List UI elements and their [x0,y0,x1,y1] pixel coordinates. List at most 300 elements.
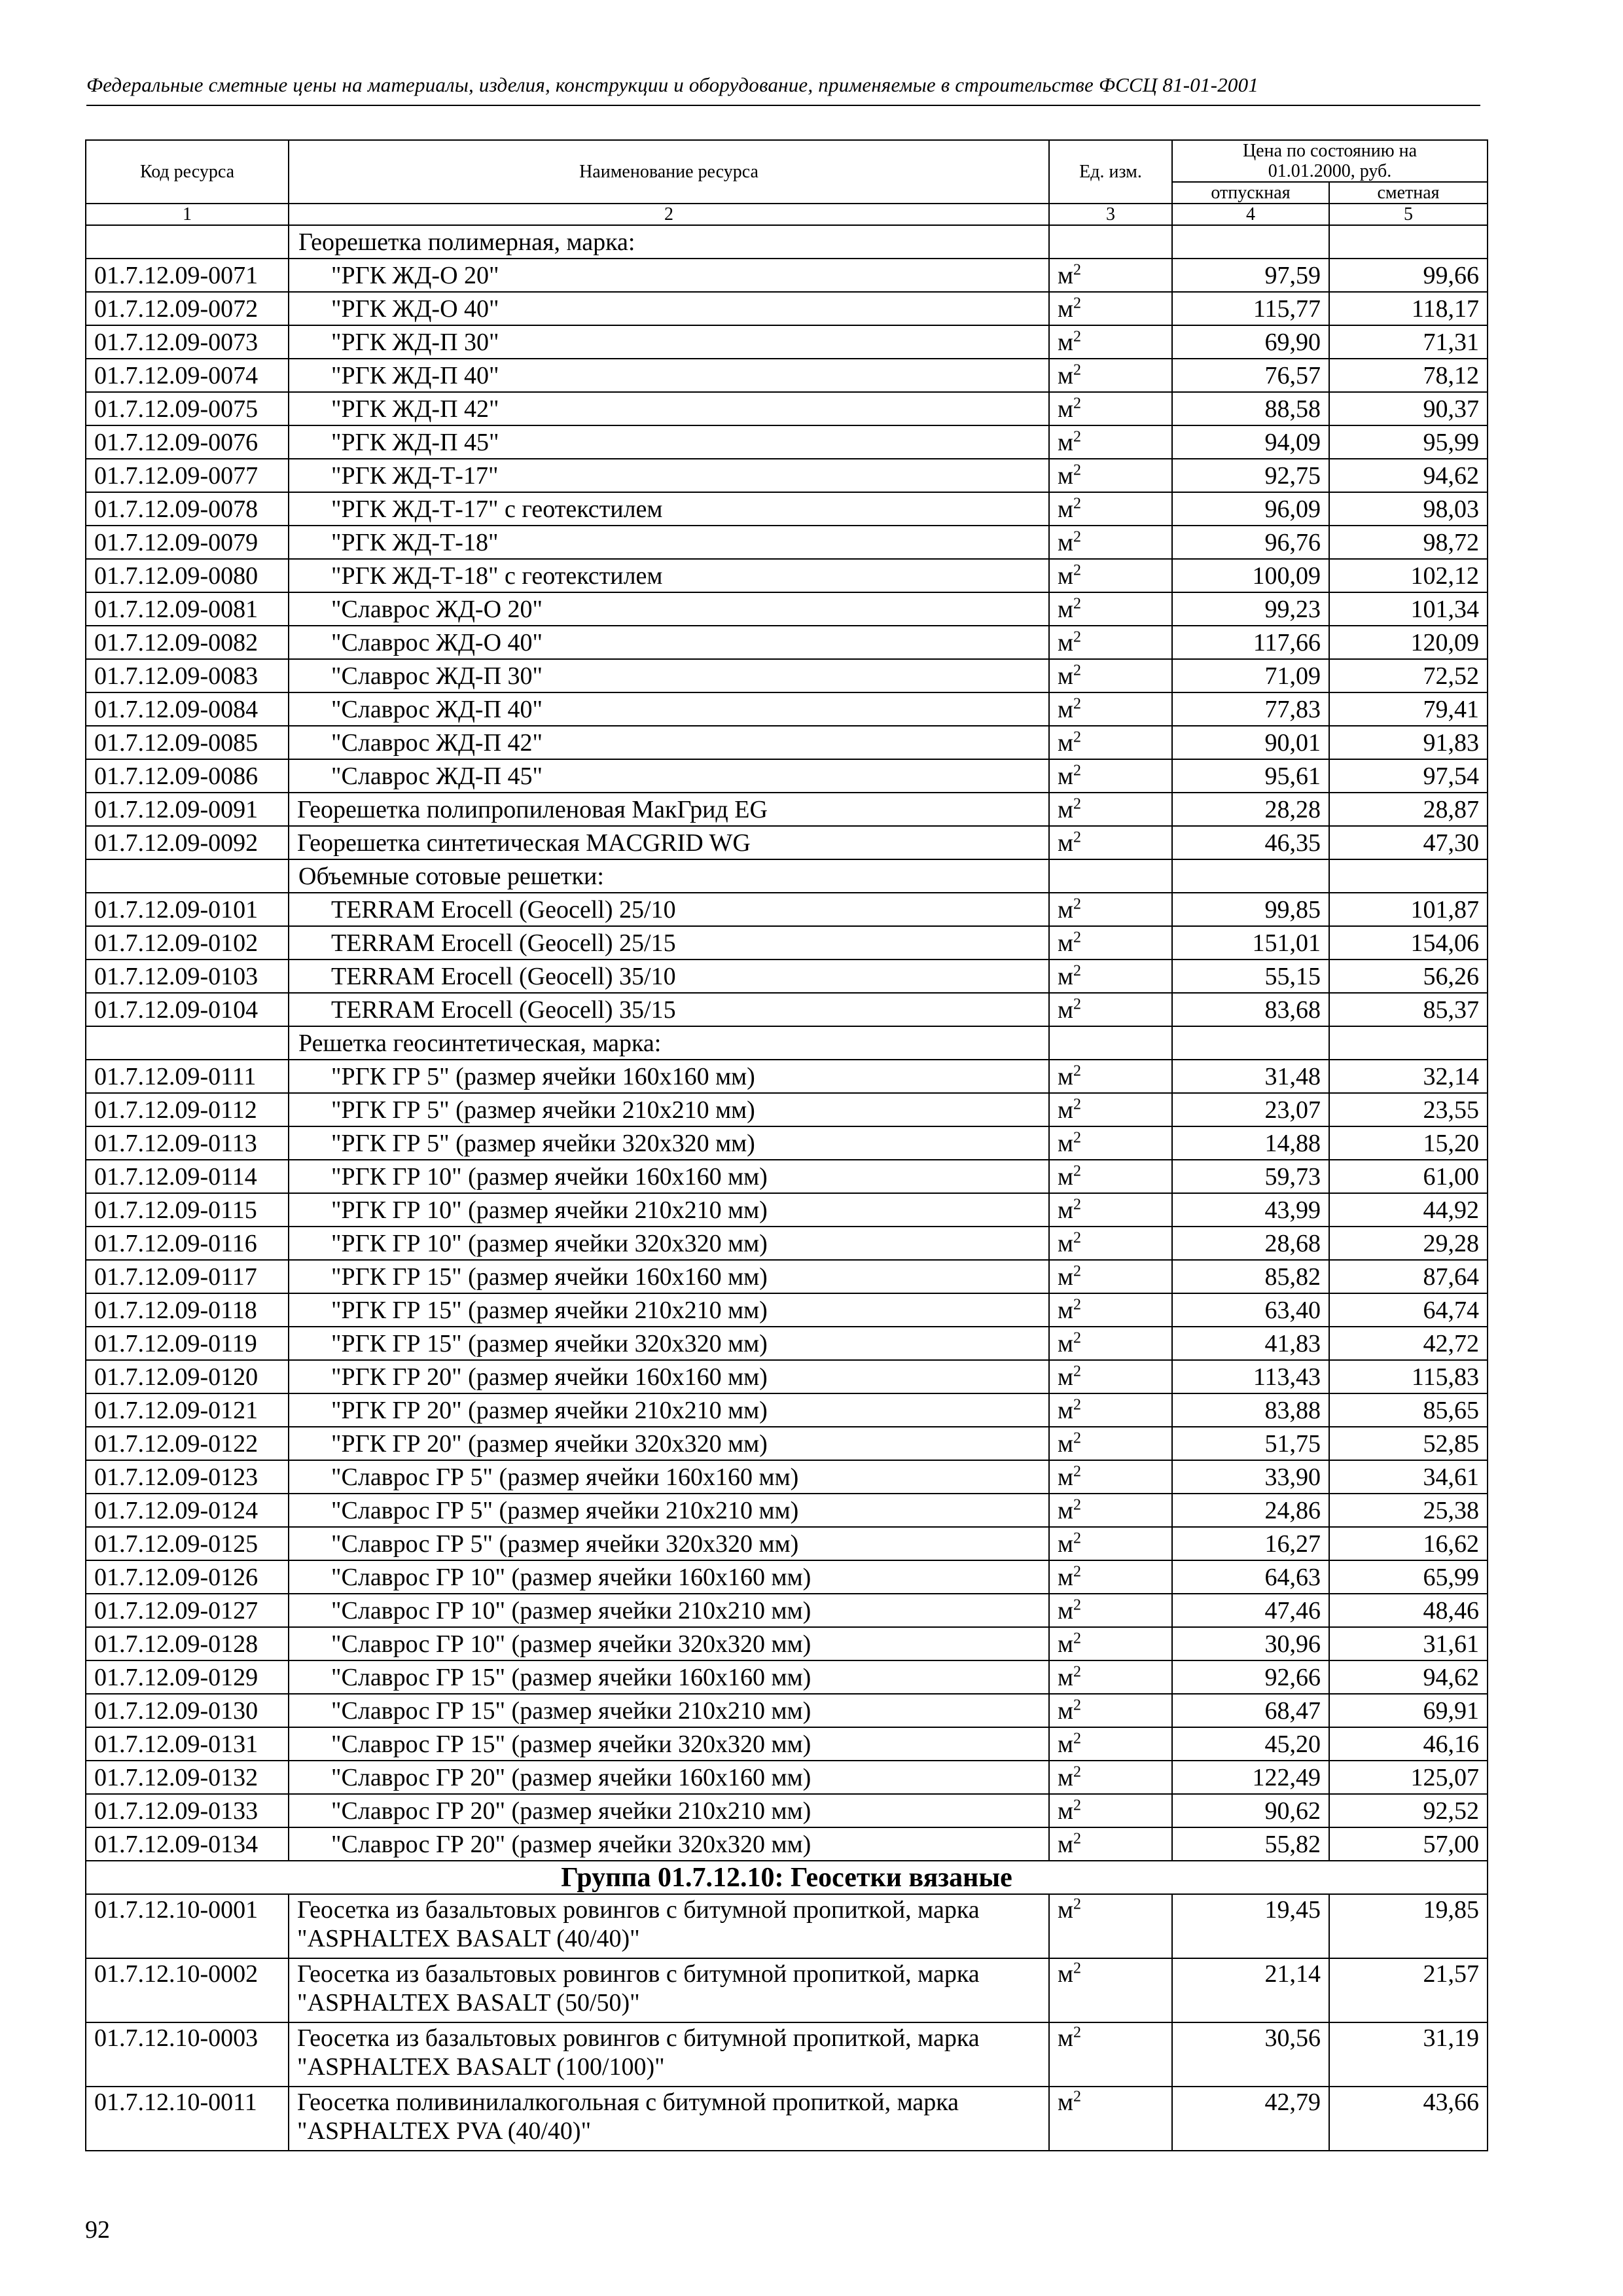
unit-exponent: 2 [1073,261,1082,279]
unit-base: м [1058,1096,1074,1124]
wholesale-price: 68,47 [1172,1694,1329,1727]
resource-code: 01.7.12.09-0092 [86,826,289,859]
table-row [86,960,1488,993]
unit-cell [1049,659,1172,692]
estimate-price: 95,99 [1329,425,1488,459]
estimate-price: 85,65 [1329,1393,1488,1427]
resource-code: 01.7.12.09-0086 [86,759,289,793]
resource-name: Геосетка из базальтовых ровингов с битумной пропиткой, марка "ASPHALTEX BASALT (50/50)" [289,1958,1049,2022]
unit-base: м [1058,662,1074,690]
unit-base: м [1058,963,1074,990]
resource-code: 01.7.12.09-0081 [86,592,289,626]
unit-cell [1049,526,1172,559]
empty-cell [1049,225,1172,259]
unit-cell [1049,325,1172,359]
wholesale-price: 14,88 [1172,1126,1329,1160]
resource-code: 01.7.12.09-0128 [86,1627,289,1660]
table-row [86,325,1488,359]
page-number: 92 [85,2216,110,2244]
unit-base: м [1058,1597,1074,1624]
unit-base: м [1058,1630,1074,1658]
unit-cell [1049,1293,1172,1327]
table-row [86,993,1488,1026]
table-row [86,726,1488,759]
unit-cell [1049,292,1172,325]
empty-cell [1329,225,1488,259]
wholesale-price: 113,43 [1172,1360,1329,1393]
resource-name: "РГК ГР 20" (размер ячейки 320х320 мм) [289,1427,1049,1460]
header-wholesale: отпускная [1172,182,1329,204]
unit-cell [1049,1327,1172,1360]
unit-cell [1049,826,1172,859]
unit-cell [1049,1560,1172,1594]
resource-name: "РГК ЖД-Т-18" с геотекстилем [289,559,1049,592]
estimate-price: 118,17 [1329,292,1488,325]
table-row [86,1260,1488,1293]
estimate-price: 98,72 [1329,526,1488,559]
table-row [86,1560,1488,1594]
table-row [86,1360,1488,1393]
column-number: 3 [1049,204,1172,225]
unit-cell [1049,1694,1172,1727]
wholesale-price: 30,56 [1172,2022,1329,2087]
table-row [86,2087,1488,2151]
resource-code: 01.7.12.10-0001 [86,1894,289,1958]
estimate-price: 52,85 [1329,1427,1488,1460]
resource-code: 01.7.12.09-0119 [86,1327,289,1360]
empty-cell [1172,1026,1329,1060]
table-row [86,259,1488,292]
table-row [86,1293,1488,1327]
wholesale-price: 41,83 [1172,1327,1329,1360]
group-title: Группа 01.7.12.10: Геосетки вязаные [86,1861,1488,1894]
empty-cell [86,859,289,893]
table-row [86,1727,1488,1761]
resource-name: "РГК ГР 10" (размер ячейки 210х210 мм) [289,1193,1049,1227]
unit-cell [1049,1894,1172,1958]
resource-name: "РГК ЖД-П 42" [289,392,1049,425]
unit-exponent: 2 [1073,1596,1082,1614]
resource-code: 01.7.12.09-0112 [86,1093,289,1126]
estimate-price: 47,30 [1329,826,1488,859]
empty-cell [1049,1026,1172,1060]
resource-code: 01.7.12.09-0077 [86,459,289,492]
resource-code: 01.7.12.09-0118 [86,1293,289,1327]
unit-base: м [1058,896,1074,924]
table-row [86,1160,1488,1193]
unit-cell [1049,1527,1172,1560]
resource-code: 01.7.12.09-0133 [86,1794,289,1827]
table-row [86,1694,1488,1727]
unit-base: м [1058,329,1074,356]
table-row [86,2022,1488,2087]
table-row [86,1794,1488,1827]
resource-code: 01.7.12.09-0123 [86,1460,289,1494]
section-row [86,1026,1488,1060]
unit-cell [1049,592,1172,626]
estimate-price: 98,03 [1329,492,1488,526]
unit-base: м [1058,1230,1074,1257]
estimate-price: 21,57 [1329,1958,1488,2022]
resource-code: 01.7.12.09-0085 [86,726,289,759]
unit-exponent: 2 [1073,895,1082,913]
estimate-price: 65,99 [1329,1560,1488,1594]
table-row [86,1427,1488,1460]
table-row [86,1227,1488,1260]
estimate-price: 101,87 [1329,893,1488,926]
unit-base: м [1058,1497,1074,1524]
estimate-price: 56,26 [1329,960,1488,993]
unit-cell [1049,1460,1172,1494]
unit-exponent: 2 [1073,628,1082,646]
resource-name: "РГК ЖД-П 40" [289,359,1049,392]
resource-code: 01.7.12.09-0079 [86,526,289,559]
section-title: Объемные сотовые решетки: [289,859,1049,893]
unit-exponent: 2 [1073,1763,1082,1781]
wholesale-price: 21,14 [1172,1958,1329,2022]
column-number-row [86,204,1488,225]
unit-base: м [1058,1363,1074,1391]
unit-base: м [1058,429,1074,456]
wholesale-price: 46,35 [1172,826,1329,859]
resource-code: 01.7.12.10-0003 [86,2022,289,2087]
estimate-price: 72,52 [1329,659,1488,692]
unit-cell [1049,1827,1172,1861]
resource-name: "Славрос ГР 10" (размер ячейки 320х320 мм) [289,1627,1049,1660]
unit-cell [1049,1126,1172,1160]
resource-name: "Славрос ГР 5" (размер ячейки 320х320 мм) [289,1527,1049,1560]
estimate-price: 92,52 [1329,1794,1488,1827]
unit-base: м [1058,1430,1074,1458]
unit-exponent: 2 [1073,428,1082,446]
resource-name: "РГК ЖД-О 20" [289,259,1049,292]
unit-base: м [1058,1530,1074,1558]
resource-name: "РГК ЖД-Т-17" с геотекстилем [289,492,1049,526]
estimate-price: 31,19 [1329,2022,1488,2087]
wholesale-price: 47,46 [1172,1594,1329,1627]
wholesale-price: 99,85 [1172,893,1329,926]
unit-cell [1049,1160,1172,1193]
estimate-price: 29,28 [1329,1227,1488,1260]
unit-exponent: 2 [1073,1229,1082,1247]
resource-name: "РГК ГР 5" (размер ячейки 160х160 мм) [289,1060,1049,1093]
unit-cell [1049,626,1172,659]
resource-name: "РГК ЖД-П 45" [289,425,1049,459]
unit-base: м [1058,1764,1074,1791]
unit-cell [1049,1427,1172,1460]
resource-name: "Славрос ГР 15" (размер ячейки 210х210 мм) [289,1694,1049,1727]
estimate-price: 94,62 [1329,459,1488,492]
unit-exponent: 2 [1073,562,1082,579]
unit-base: м [1058,829,1074,857]
estimate-price: 32,14 [1329,1060,1488,1093]
unit-exponent: 2 [1073,1663,1082,1681]
unit-exponent: 2 [1073,996,1082,1013]
resource-name: "Славрос ГР 10" (размер ячейки 210х210 мм) [289,1594,1049,1627]
resource-code: 01.7.12.09-0071 [86,259,289,292]
resource-code: 01.7.12.09-0078 [86,492,289,526]
unit-exponent: 2 [1073,1463,1082,1480]
unit-base: м [1058,1664,1074,1691]
resource-code: 01.7.12.09-0127 [86,1594,289,1627]
unit-exponent: 2 [1073,595,1082,613]
unit-base: м [1058,996,1074,1024]
unit-exponent: 2 [1073,1496,1082,1514]
table-header [86,140,1488,225]
resource-name: "РГК ГР 20" (размер ячейки 160х160 мм) [289,1360,1049,1393]
unit-cell [1049,692,1172,726]
estimate-price: 43,66 [1329,2087,1488,2151]
resource-name: "Славрос ГР 15" (размер ячейки 320х320 мм) [289,1727,1049,1761]
table-row [86,1958,1488,2022]
table-row [86,793,1488,826]
resource-code: 01.7.12.09-0124 [86,1494,289,1527]
resource-code: 01.7.12.09-0115 [86,1193,289,1227]
resource-code: 01.7.12.09-0129 [86,1660,289,1694]
empty-cell [86,225,289,259]
table-row [86,292,1488,325]
table-row [86,626,1488,659]
unit-cell [1049,1594,1172,1627]
estimate-price: 125,07 [1329,1761,1488,1794]
resource-name: TERRAM Erocell (Geocell) 35/15 [289,993,1049,1026]
unit-exponent: 2 [1073,1730,1082,1748]
table-row [86,1660,1488,1694]
unit-cell [1049,960,1172,993]
unit-base: м [1058,1564,1074,1591]
estimate-price: 87,64 [1329,1260,1488,1293]
table-row [86,1460,1488,1494]
wholesale-price: 92,66 [1172,1660,1329,1694]
table-row [86,759,1488,793]
resource-code: 01.7.12.09-0080 [86,559,289,592]
table-row [86,1627,1488,1660]
unit-exponent: 2 [1073,728,1082,746]
unit-base: м [1058,762,1074,790]
unit-base: м [1058,529,1074,556]
estimate-price: 42,72 [1329,1327,1488,1360]
unit-base: м [1058,1463,1074,1491]
resource-name: "Славрос ГР 15" (размер ячейки 160х160 мм) [289,1660,1049,1694]
table-row [86,1126,1488,1160]
resource-code: 01.7.12.09-0121 [86,1393,289,1427]
resource-code: 01.7.12.09-0083 [86,659,289,692]
resource-code: 01.7.12.09-0073 [86,325,289,359]
estimate-price: 61,00 [1329,1160,1488,1193]
empty-cell [1329,1026,1488,1060]
unit-base: м [1058,796,1074,823]
unit-base: м [1058,562,1074,590]
wholesale-price: 94,09 [1172,425,1329,459]
estimate-price: 48,46 [1329,1594,1488,1627]
unit-exponent: 2 [1073,1429,1082,1447]
unit-exponent: 2 [1073,1630,1082,1647]
wholesale-price: 30,96 [1172,1627,1329,1660]
estimate-price: 91,83 [1329,726,1488,759]
table-row [86,492,1488,526]
resource-name: Геосетка из базальтовых ровингов с битумной пропиткой, марка "ASPHALTEX BASALT (100/100)" [289,2022,1049,2087]
unit-exponent: 2 [1073,695,1082,713]
resource-code: 01.7.12.09-0113 [86,1126,289,1160]
column-number: 5 [1329,204,1488,225]
unit-exponent: 2 [1073,528,1082,546]
unit-exponent: 2 [1073,361,1082,379]
empty-cell [86,1026,289,1060]
unit-exponent: 2 [1073,328,1082,346]
estimate-price: 97,54 [1329,759,1488,793]
unit-base: м [1058,1130,1074,1157]
header-price: Цена по состоянию на 01.01.2000, руб. [1172,140,1488,182]
wholesale-price: 96,09 [1172,492,1329,526]
resource-name: "Славрос ГР 20" (размер ячейки 210х210 мм) [289,1794,1049,1827]
wholesale-price: 71,09 [1172,659,1329,692]
running-header: Федеральные сметные цены на материалы, изделия, конструкции и оборудование, применяемые в строительстве ФССЦ 81-01-2001 [86,73,1259,96]
group-title-row [86,1861,1488,1894]
unit-exponent: 2 [1073,461,1082,479]
resource-name: TERRAM Erocell (Geocell) 25/10 [289,893,1049,926]
wholesale-price: 31,48 [1172,1060,1329,1093]
wholesale-price: 55,15 [1172,960,1329,993]
unit-base: м [1058,1297,1074,1324]
wholesale-price: 92,75 [1172,459,1329,492]
unit-cell [1049,1260,1172,1293]
unit-cell [1049,1393,1172,1427]
unit-exponent: 2 [1073,2088,1082,2106]
unit-cell [1049,1494,1172,1527]
unit-exponent: 2 [1073,1162,1082,1180]
resource-name: "РГК ГР 20" (размер ячейки 210х210 мм) [289,1393,1049,1427]
wholesale-price: 16,27 [1172,1527,1329,1560]
wholesale-price: 33,90 [1172,1460,1329,1494]
unit-base: м [1058,929,1074,957]
resource-code: 01.7.12.09-0072 [86,292,289,325]
table-row [86,592,1488,626]
estimate-price: 102,12 [1329,559,1488,592]
unit-exponent: 2 [1073,1563,1082,1581]
unit-exponent: 2 [1073,1062,1082,1080]
resource-name: "Славрос ГР 5" (размер ячейки 160х160 мм) [289,1460,1049,1494]
unit-exponent: 2 [1073,1196,1082,1213]
resource-code: 01.7.12.09-0074 [86,359,289,392]
section-row [86,225,1488,259]
wholesale-price: 42,79 [1172,2087,1329,2151]
resource-name: "Славрос ЖД-П 42" [289,726,1049,759]
unit-cell [1049,1627,1172,1660]
unit-base: м [1058,2024,1074,2052]
unit-cell [1049,893,1172,926]
unit-cell [1049,726,1172,759]
resource-name: "РГК ГР 15" (размер ячейки 210х210 мм) [289,1293,1049,1327]
resource-name: "РГК ЖД-Т-18" [289,526,1049,559]
resource-code: 01.7.12.10-0002 [86,1958,289,2022]
resource-code: 01.7.12.09-0130 [86,1694,289,1727]
unit-exponent: 2 [1073,1895,1082,1913]
table-row [86,1193,1488,1227]
resource-name: "Славрос ГР 20" (размер ячейки 320х320 мм) [289,1827,1049,1861]
resource-name: "РГК ЖД-О 40" [289,292,1049,325]
unit-cell [1049,1958,1172,2022]
wholesale-price: 85,82 [1172,1260,1329,1293]
unit-exponent: 2 [1073,295,1082,312]
unit-base: м [1058,1397,1074,1424]
unit-cell [1049,1660,1172,1694]
table-row [86,459,1488,492]
unit-cell [1049,492,1172,526]
unit-exponent: 2 [1073,495,1082,512]
resource-code: 01.7.12.09-0120 [86,1360,289,1393]
estimate-price: 71,31 [1329,325,1488,359]
wholesale-price: 117,66 [1172,626,1329,659]
estimate-price: 85,37 [1329,993,1488,1026]
resource-name: TERRAM Erocell (Geocell) 35/10 [289,960,1049,993]
wholesale-price: 51,75 [1172,1427,1329,1460]
unit-base: м [1058,1896,1074,1924]
wholesale-price: 88,58 [1172,392,1329,425]
unit-cell [1049,1360,1172,1393]
estimate-price: 90,37 [1329,392,1488,425]
unit-base: м [1058,629,1074,656]
table-row [86,1594,1488,1627]
wholesale-price: 97,59 [1172,259,1329,292]
unit-cell [1049,259,1172,292]
estimate-price: 44,92 [1329,1193,1488,1227]
unit-cell [1049,392,1172,425]
unit-cell [1049,2022,1172,2087]
unit-cell [1049,759,1172,793]
resource-code: 01.7.12.09-0082 [86,626,289,659]
unit-cell [1049,793,1172,826]
wholesale-price: 63,40 [1172,1293,1329,1327]
table-row [86,1327,1488,1360]
resource-code: 01.7.12.09-0114 [86,1160,289,1193]
wholesale-price: 99,23 [1172,592,1329,626]
wholesale-price: 28,68 [1172,1227,1329,1260]
unit-exponent: 2 [1073,1363,1082,1380]
unit-cell [1049,1794,1172,1827]
table-row [86,893,1488,926]
unit-base: м [1058,395,1074,423]
empty-cell [1329,859,1488,893]
table-row [86,559,1488,592]
resource-name: Геосетка поливинилалкогольная с битумной пропиткой, марка "ASPHALTEX PVA (40/40)" [289,2087,1049,2151]
table-row [86,1093,1488,1126]
unit-base: м [1058,1330,1074,1357]
unit-cell [1049,1193,1172,1227]
unit-base: м [1058,1797,1074,1825]
unit-cell [1049,993,1172,1026]
estimate-price: 28,87 [1329,793,1488,826]
unit-cell [1049,1227,1172,1260]
unit-exponent: 2 [1073,1096,1082,1113]
table-row [86,425,1488,459]
resource-code: 01.7.12.09-0116 [86,1227,289,1260]
unit-base: м [1058,495,1074,523]
estimate-price: 101,34 [1329,592,1488,626]
resource-code: 01.7.12.09-0134 [86,1827,289,1861]
unit-exponent: 2 [1073,1129,1082,1147]
unit-cell [1049,559,1172,592]
wholesale-price: 90,01 [1172,726,1329,759]
unit-cell [1049,1060,1172,1093]
wholesale-price: 90,62 [1172,1794,1329,1827]
unit-exponent: 2 [1073,1296,1082,1314]
unit-base: м [1058,1697,1074,1725]
resource-code: 01.7.12.09-0102 [86,926,289,960]
empty-cell [1172,859,1329,893]
resource-name: "РГК ГР 10" (размер ячейки 160х160 мм) [289,1160,1049,1193]
column-number: 4 [1172,204,1329,225]
table-row [86,692,1488,726]
